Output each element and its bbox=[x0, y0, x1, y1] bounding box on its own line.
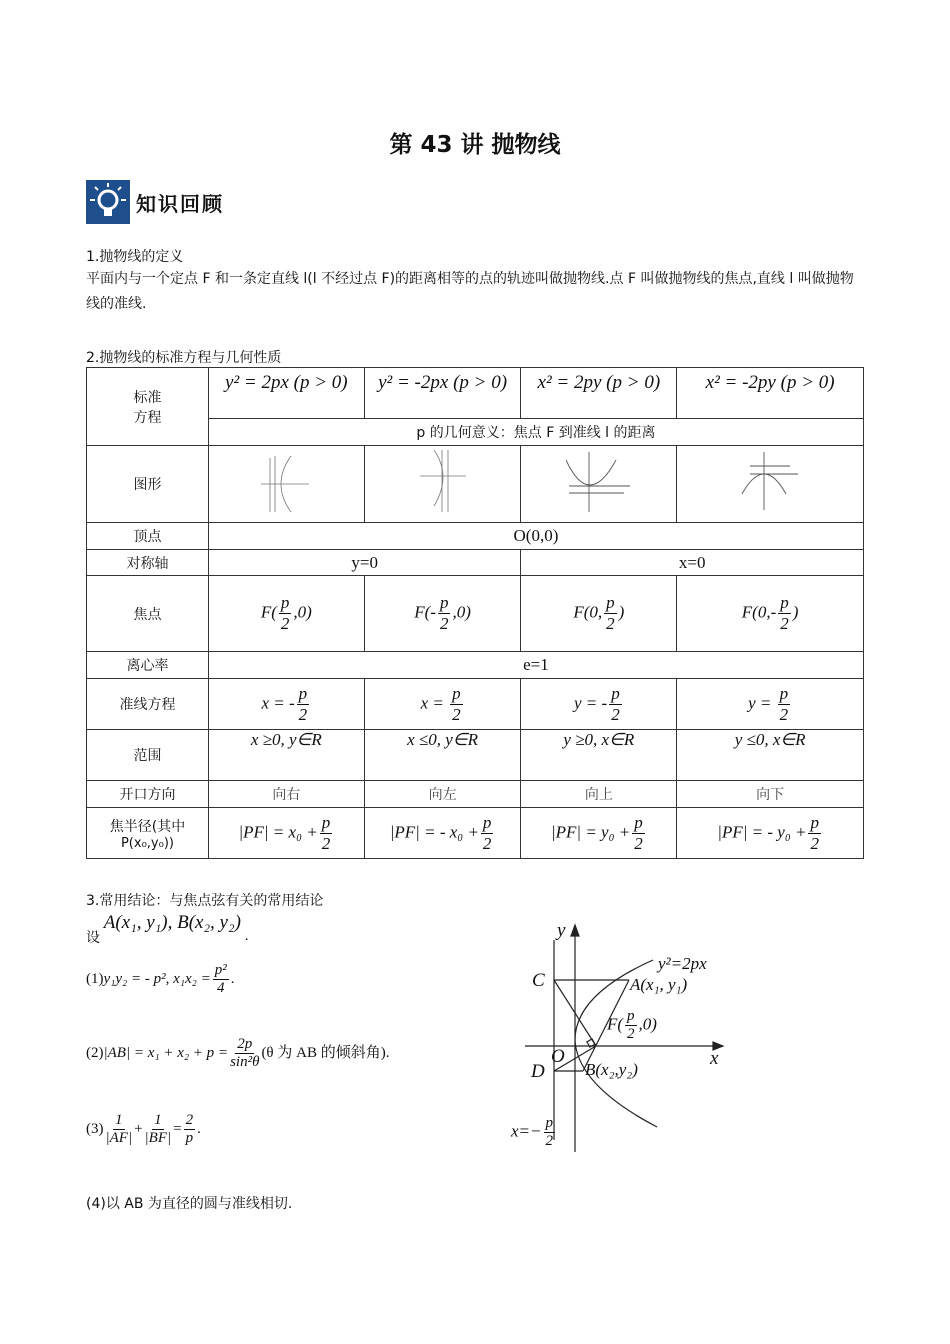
section-badge bbox=[86, 180, 224, 224]
table-row bbox=[87, 730, 864, 781]
equals: = bbox=[173, 1120, 182, 1137]
table-row bbox=[87, 446, 864, 523]
denominator: 2 bbox=[452, 704, 461, 724]
setup-points: A(x₁, y₁), B(x₂, y₂) bbox=[103, 912, 241, 933]
denominator: 2 bbox=[780, 614, 789, 633]
formula: y₁y₂ = - p², x₁x₂ = bbox=[103, 970, 211, 987]
open-direction: 向左 bbox=[364, 781, 521, 808]
denominator: p bbox=[185, 1130, 194, 1146]
p-meaning: p 的几何意义：焦点 F 到准线 l 的距离 bbox=[208, 419, 863, 446]
prefix: x = - bbox=[261, 692, 295, 712]
denominator: 2 bbox=[634, 833, 643, 853]
label: (2) bbox=[86, 1044, 104, 1061]
note: (θ 为 AB 的倾斜角). bbox=[261, 1044, 390, 1061]
y-axis-label: y bbox=[557, 920, 566, 941]
vertex-value: O(0,0) bbox=[208, 523, 863, 550]
numerator: 1 bbox=[115, 1112, 123, 1128]
numerator: 1 bbox=[154, 1112, 162, 1128]
range-value: x ≤0, y∈R bbox=[364, 730, 521, 781]
range-value: y ≥0, x∈R bbox=[521, 730, 677, 781]
denominator: 2 bbox=[280, 614, 290, 633]
section-2-heading: 2.抛物线的标准方程与几何性质 bbox=[86, 350, 282, 366]
table-row bbox=[87, 550, 864, 576]
point-b: B(x₂,y₂) bbox=[585, 1060, 638, 1079]
directrix-cell bbox=[364, 679, 521, 730]
curve-label: y²=2px bbox=[658, 954, 707, 973]
formula: |AB| = x₁ + x₂ + p = bbox=[103, 1044, 229, 1061]
focus-cell bbox=[208, 576, 364, 652]
parabola-down-figure bbox=[677, 446, 864, 523]
row-label: 范围 bbox=[87, 730, 209, 781]
denominator: 2 bbox=[321, 833, 331, 853]
axis-value: x=0 bbox=[521, 550, 864, 576]
denominator: |AF| bbox=[105, 1130, 133, 1146]
period: . bbox=[230, 970, 235, 987]
row-label: 准线方程 bbox=[87, 679, 209, 730]
denominator: 2 bbox=[298, 704, 308, 724]
setup-prefix: 设 bbox=[86, 930, 100, 946]
open-direction: 向上 bbox=[521, 781, 677, 808]
table-row bbox=[87, 368, 864, 419]
point-f bbox=[607, 1008, 657, 1043]
row-label: 图形 bbox=[87, 446, 209, 523]
numerator: p bbox=[482, 812, 492, 832]
table-row bbox=[87, 652, 864, 679]
suffix: ) bbox=[792, 602, 799, 622]
prefix: |PF| = x₀ + bbox=[238, 821, 318, 841]
equation-cell: x² = 2py (p > 0) bbox=[521, 368, 677, 419]
numerator: p bbox=[779, 683, 789, 703]
prefix: F(- bbox=[414, 602, 436, 622]
section-3-heading: 3.常用结论：与焦点弦有关的常用结论 bbox=[86, 893, 324, 909]
prefix: y = bbox=[748, 692, 776, 712]
parabola-right-figure bbox=[208, 446, 364, 523]
f-suffix: ,0) bbox=[638, 1014, 657, 1034]
radius-cell bbox=[208, 808, 364, 859]
conclusion-4: (4)以 AB 为直径的圆与准线相切. bbox=[86, 1196, 293, 1212]
prefix: |PF| = - y₀ + bbox=[717, 821, 807, 841]
range-value: y ≤0, x∈R bbox=[677, 730, 864, 781]
row-label bbox=[87, 808, 209, 859]
axis-value: y=0 bbox=[208, 550, 521, 576]
numerator: p² bbox=[214, 962, 227, 978]
suffix: ,0) bbox=[293, 602, 312, 622]
prefix: F(0, bbox=[573, 602, 603, 622]
suffix: ) bbox=[618, 602, 625, 622]
row-label: 对称轴 bbox=[87, 550, 209, 576]
setup-period: . bbox=[244, 928, 249, 944]
numerator: p bbox=[439, 593, 449, 612]
parabola-left-figure bbox=[364, 446, 521, 523]
numerator: 2 bbox=[185, 1112, 194, 1128]
numerator: p bbox=[780, 593, 789, 612]
radius-cell bbox=[364, 808, 521, 859]
prefix: F(0,- bbox=[741, 602, 777, 622]
row-label: 焦点 bbox=[87, 576, 209, 652]
equation-cell: y² = -2px (p > 0) bbox=[364, 368, 521, 419]
label: (3) bbox=[86, 1120, 104, 1137]
table-row bbox=[87, 523, 864, 550]
conclusion-2 bbox=[86, 1036, 389, 1071]
denominator: 2 bbox=[627, 1026, 635, 1042]
denominator: 2 bbox=[779, 704, 789, 724]
radius-cell bbox=[677, 808, 864, 859]
dir-prefix: x=− bbox=[511, 1121, 542, 1141]
section-1-heading: 1.抛物线的定义 bbox=[86, 249, 184, 265]
table-row bbox=[87, 576, 864, 652]
denominator: |BF| bbox=[144, 1130, 172, 1146]
denominator: 2 bbox=[611, 704, 620, 724]
numerator: p bbox=[810, 812, 819, 832]
focus-cell bbox=[521, 576, 677, 652]
denominator: 2 bbox=[606, 614, 615, 633]
prefix: |PF| = y₀ + bbox=[550, 821, 631, 841]
radius-label-point: P(x₀,y₀)) bbox=[120, 835, 174, 851]
equation-cell: x² = -2py (p > 0) bbox=[677, 368, 864, 419]
prefix: |PF| = - x₀ + bbox=[389, 821, 479, 841]
page-title: 第 43 讲 抛物线 bbox=[389, 132, 561, 158]
focal-chord-diagram bbox=[505, 920, 745, 1160]
x-axis-label: x bbox=[710, 1048, 719, 1069]
numerator: p bbox=[280, 593, 290, 612]
open-direction: 向下 bbox=[677, 781, 864, 808]
prefix: y = - bbox=[574, 692, 608, 712]
table-row bbox=[87, 808, 864, 859]
parabola-up-figure bbox=[521, 446, 677, 523]
numerator: p bbox=[298, 683, 308, 703]
suffix: ,0) bbox=[452, 602, 471, 622]
numerator: p bbox=[606, 593, 615, 612]
numerator: p bbox=[545, 1115, 553, 1131]
point-d: D bbox=[531, 1061, 545, 1082]
lightbulb-icon bbox=[86, 180, 130, 224]
point-c: C bbox=[532, 970, 545, 991]
numerator: 2p bbox=[237, 1036, 253, 1052]
conclusion-3 bbox=[86, 1112, 201, 1147]
directrix-label bbox=[511, 1115, 557, 1150]
eccentricity-value: e=1 bbox=[208, 652, 863, 679]
label: (1) bbox=[86, 970, 104, 987]
range-value: x ≥0, y∈R bbox=[208, 730, 364, 781]
denominator: 4 bbox=[216, 980, 225, 996]
f-prefix: F( bbox=[607, 1014, 624, 1034]
numerator: p bbox=[452, 683, 461, 703]
row-label: 标准方程 bbox=[87, 368, 209, 446]
row-label: 顶点 bbox=[87, 523, 209, 550]
row-label: 离心率 bbox=[87, 652, 209, 679]
prefix: x = bbox=[420, 692, 449, 712]
prefix: F( bbox=[260, 602, 277, 622]
radius-cell bbox=[521, 808, 677, 859]
plus: + bbox=[134, 1120, 143, 1137]
period: . bbox=[197, 1120, 201, 1137]
setup-line bbox=[86, 912, 249, 946]
open-direction: 向右 bbox=[208, 781, 364, 808]
denominator: 2 bbox=[545, 1133, 553, 1149]
numerator: p bbox=[321, 812, 331, 832]
focus-cell bbox=[677, 576, 864, 652]
origin-label: O bbox=[551, 1046, 565, 1067]
denominator: 2 bbox=[482, 833, 492, 853]
definition-text: 平面内与一个定点 F 和一条定直线 l(l 不经过点 F)的距离相等的点的轨迹叫做抛物线.点 F 叫做抛物线的焦点,直线 l 叫做抛物线的准线. bbox=[86, 271, 854, 312]
conclusion-1 bbox=[86, 962, 234, 997]
radius-label: 焦半径(其中 bbox=[109, 818, 186, 835]
table-row bbox=[87, 679, 864, 730]
numerator: p bbox=[627, 1008, 635, 1024]
denominator: sin²θ bbox=[230, 1054, 260, 1070]
numerator: p bbox=[634, 812, 643, 832]
badge-label: 知识回顾 bbox=[136, 191, 224, 216]
numerator: p bbox=[611, 683, 620, 703]
directrix-cell bbox=[521, 679, 677, 730]
directrix-cell bbox=[208, 679, 364, 730]
row-label: 开口方向 bbox=[87, 781, 209, 808]
directrix-cell bbox=[677, 679, 864, 730]
table-row bbox=[87, 781, 864, 808]
properties-table bbox=[86, 367, 864, 859]
denominator: 2 bbox=[439, 614, 449, 633]
point-a: A(x₁, y₁) bbox=[630, 975, 688, 994]
focus-cell bbox=[364, 576, 521, 652]
denominator: 2 bbox=[810, 833, 819, 853]
equation-cell: y² = 2px (p > 0) bbox=[208, 368, 364, 419]
